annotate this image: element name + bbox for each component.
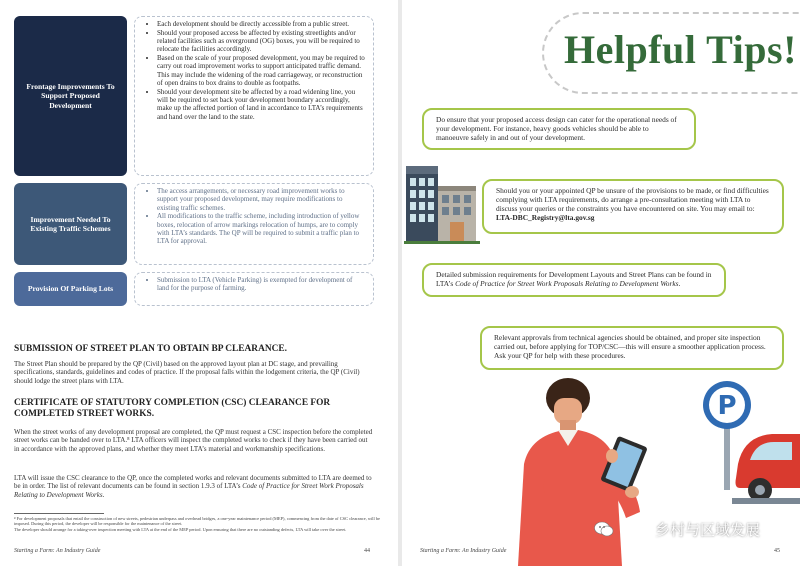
parking-sign-letter: P (717, 391, 737, 421)
section-text-csc: When the street works of any development proposal are completed, the QP must request a CSC inspection before the completed street works can be handed over to LTA.⁸ LTA officers will inspect the completed works to check if they have been carried out in accordance with the approved plans, and whether they meet LTA’s material and workmanship specifications. (14, 428, 373, 453)
building-icon (404, 162, 480, 244)
footnote-line: The developer should arrange for a taking-over inspection meeting with LTA at the end of the MEP period. Upon ensuring that there are no outstanding defects, LTA will take over the street. (14, 526, 347, 532)
section-text-street-plan: The Street Plan should be prepared by the QP (Civil) based on the approved layout plan at DC stage, and prevailing specifications, standards, guidelines and codes of practice. If the proposal falls within the lodgement criteria, the QP (Civil) should lodge the street plans with LTA. (14, 360, 360, 385)
requirement-row-traffic (14, 183, 374, 265)
wechat-icon (594, 520, 614, 538)
bullet-item: • All modifications to the traffic scheme, including introduction of yellow boxes, relocation of arrow markings relocation of humps, are to comply with LTA’s standards. The QP will be required to submit a traffic plan to LTA for approval. (157, 212, 365, 245)
email-link[interactable]: LTA-DBC_Registry@lta.gov.sg (496, 213, 595, 222)
page-number: 44 (364, 548, 370, 554)
person-with-tablet-illustration (490, 372, 670, 566)
section-heading-csc: CERTIFICATE OF STATUTORY COMPLETION (CSC) CLEARANCE FOR COMPLETED STREET WORKS. (14, 398, 331, 419)
tip-text: . (678, 279, 681, 288)
text-run: . (102, 490, 105, 499)
row-label: Provision Of Parking Lots (14, 272, 127, 306)
code-of-practice-title: Code of Practice for Street Work Proposals Relating to Development Works (14, 482, 364, 499)
tip-box-pre-consultation (482, 179, 784, 234)
code-of-practice-title: Code of Practice for Street Work Proposals Relating to Development Works (455, 279, 679, 288)
row-label: Improvement Needed To Existing Traffic Schemes (14, 183, 127, 265)
bullet-item: • The access arrangements, or necessary road improvement works to support your proposed development, may require modifications to existing traffic schemes. (157, 187, 365, 212)
row-bullet-box (134, 272, 374, 306)
bullet-item: • Should your development site be affected by a road widening line, you will be required to set back your development boundary accordingly, make up the affected portion of land in accordance to LTA’s requirements and hand over the land to the state. (157, 88, 365, 121)
bullet-item: • Each development should be directly accessible from a public street. (157, 20, 365, 28)
row-bullet-box (134, 183, 374, 265)
footnote-divider (14, 513, 104, 514)
tip-box-submission-requirements (422, 263, 726, 297)
row-label: Frontage Improvements To Support Proposed Development (14, 16, 127, 176)
bullet-item: • Based on the scale of your proposed development, you may be required to carry out road improvement works to support anticipated traffic demand. This may include the widening of the road carriageway, or reconstruction of open drains to box drains to double as footpaths. (157, 54, 365, 87)
row-bullet-box (134, 16, 374, 176)
left-page (0, 0, 398, 566)
requirement-row-frontage (14, 16, 374, 176)
footnote-line: ⁸ For development proposals that entail the construction of new streets, pedestrian underpass and overhead bridges, a one-year maintenance period (MEP), commencing from the date of CSC clearance, will be imposed. During this period, the developer will be responsible for the maintenance of the street. (14, 516, 380, 527)
page-title: Helpful Tips! (564, 27, 797, 72)
text-run: LTA will issue the CSC clearance to the QP, once the completed works and relevant documents submitted to LTA are deemed to be in order. The list of relevant documents can be found in section 1.9.3 of LTA’s (14, 474, 372, 491)
tip-text: Should you or your appointed QP be unsure of the provisions to be made, or find difficulties complying with LTA requirements, do arrange a pre-consultation meeting with LTA to discuss your queries or the constraints you have encountered on site. You may email to: (496, 186, 769, 213)
tip-box-access-design: Do ensure that your proposed access design can cater for the operational needs of your development. For instance, heavy goods vehicles should be able to manoeuvre safely in and out of your development. (422, 108, 696, 150)
section-text-csc-issue (14, 474, 374, 499)
right-page (402, 0, 800, 566)
footnote (14, 516, 380, 532)
bullet-item: • Should your proposed access be affected by existing streetlights and/or related facilities such as overground (OG) boxes, you will be required to relocate the facilities accordingly. (157, 29, 365, 54)
footer-title: Starting a Farm: An Industry Guide (14, 548, 101, 554)
section-heading-street-plan: SUBMISSION OF STREET PLAN TO OBTAIN BP CLEARANCE. (14, 344, 287, 354)
bullet-item: • Submission to LTA (Vehicle Parking) is exempted for development of land for the purpose of farming. (157, 276, 365, 293)
tip-box-technical-approvals: Relevant approvals from technical agencies should be obtained, and proper site inspection carried out, before applying for TOP/CSC—this will ensure a smoother application process. Ask your QP for help with these procedures. (480, 326, 784, 370)
requirement-row-parking (14, 272, 374, 306)
footer-title: Starting a Farm: An Industry Guide (420, 548, 507, 554)
tip-text: Detailed submission requirements for Development Layouts and Street Plans can be found in LTA’s (436, 270, 712, 288)
page-number: 45 (774, 548, 780, 554)
car-icon (732, 424, 800, 504)
watermark-text: 乡村与区域发展 (654, 521, 760, 539)
